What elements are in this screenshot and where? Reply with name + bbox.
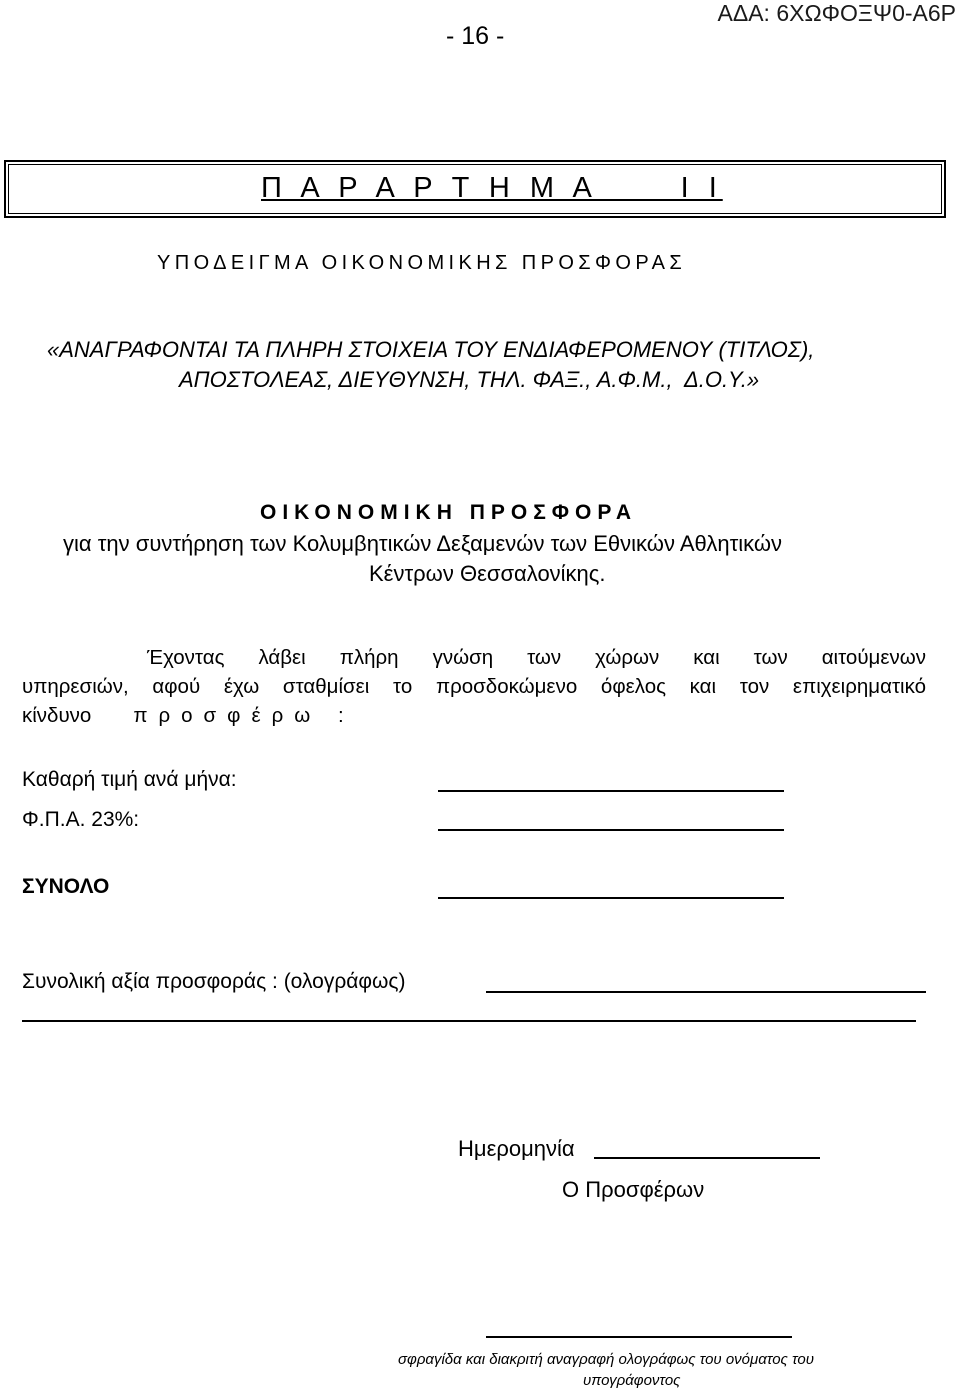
signature-line[interactable] (486, 1336, 792, 1338)
ada-code: ΑΔΑ: 6ΧΩΦΟΞΨ0-Α6Ρ (717, 0, 956, 26)
offer-description-line-2: Κέντρων Θεσσαλονίκης. (369, 561, 606, 586)
instructions-line-2: ΑΠΟΣΤΟΛΕΑΣ, ΔΙΕΥΘΥΝΣΗ, ΤΗΛ. ΦΑΞ., Α.Φ.Μ., Δ.Ο.Υ.» (179, 367, 760, 392)
signature-note-line-1: σφραγίδα και διακριτή αναγραφή ολογράφως του ονόματος του (398, 1351, 814, 1368)
date-label: Ημερομηνία (458, 1136, 575, 1161)
statement-paragraph (22, 643, 926, 730)
date-field[interactable] (594, 1157, 820, 1159)
total-words-field-continued[interactable] (22, 1020, 916, 1022)
net-price-field[interactable] (438, 790, 784, 792)
statement-verb: προσφέρω : (133, 704, 355, 727)
total-words-field[interactable] (486, 991, 926, 993)
total-label: ΣΥΝΟΛΟ (22, 875, 110, 898)
total-field[interactable] (438, 897, 784, 899)
total-words-label: Συνολική αξία προσφοράς : (ολογράφως) (22, 970, 406, 993)
statement-line-2: υπηρεσιών, αφού έχω σταθμίσει το προσδοκώμενο όφελος και τον επιχειρηματικό (22, 675, 926, 698)
appendix-title: Π Α Ρ Α Ρ Τ Η Μ Α Ι Ι (261, 172, 723, 204)
statement-word: κίνδυνο (22, 704, 92, 727)
statement-line-1: Έχοντας λάβει πλήρη γνώση των χώρων και των αιτούμενων (147, 646, 926, 669)
offer-description-line-1: για την συντήρηση των Κολυμβητικών Δεξαμενών των Εθνικών Αθλητικών (63, 531, 783, 556)
appendix-subtitle: ΥΠΟΔΕΙΓΜΑ ΟΙΚΟΝΟΜΙΚΗΣ ΠΡΟΣΦΟΡΑΣ (157, 252, 687, 274)
signature-note-line-2: υπογράφοντος (583, 1372, 681, 1389)
statement-line-3 (22, 701, 926, 730)
instructions-line-1: «ΑΝΑΓΡΑΦΟΝΤΑΙ ΤΑ ΠΛΗΡΗ ΣΤΟΙΧΕΙΑ ΤΟΥ ΕΝΔΙΑΦΕΡΟΜΕΝΟΥ (ΤΙΤΛΟΣ), (47, 337, 815, 362)
offeror-label: Ο Προσφέρων (562, 1177, 705, 1202)
net-price-label: Καθαρή τιμή ανά μήνα: (22, 768, 237, 791)
page-number: - 16 - (446, 22, 505, 50)
vat-label: Φ.Π.Α. 23%: (22, 808, 140, 831)
offer-title: ΟΙΚΟΝΟΜΙΚΗ ΠΡΟΣΦΟΡΑ (260, 501, 637, 524)
vat-field[interactable] (438, 829, 784, 831)
